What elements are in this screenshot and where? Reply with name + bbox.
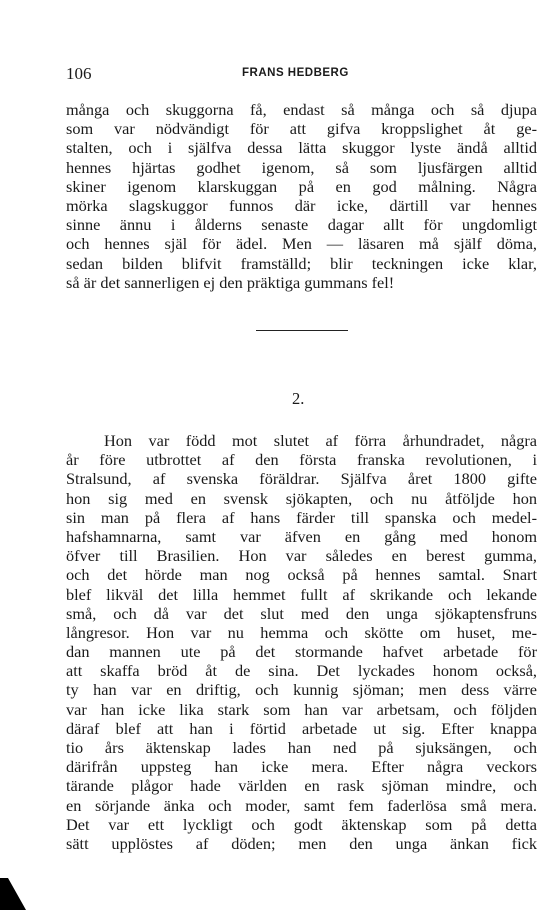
text-line: skiner igenom klarskuggan på en god målning. Några: [66, 176, 537, 196]
text-line: dan mannen ute på det stormande hafvet arbetade för: [66, 642, 537, 662]
section-divider: [256, 330, 348, 331]
text-line: ty han var en driftig, och kunnig sjöman; men dess värre: [66, 680, 537, 700]
text-line: hennes hjärtas godhet igenom, så som ljusfärgen alltid: [66, 157, 537, 177]
text-line: mörka slagskuggor funnos där icke, därtill var hennes: [66, 195, 537, 215]
text-line: som var nödvändigt för att gifva kroppslighet åt ge-: [66, 119, 537, 139]
scan-corner-mark: [0, 878, 26, 910]
text-line: Hon var född mot slutet af förra århundradet, några: [104, 431, 537, 450]
text-line: att skaffa bröd åt de sina. Det lyckades honom också,: [66, 661, 537, 681]
page-number: 106: [66, 64, 92, 83]
text-line: sin man på flera af hans färder till spanska och medel-: [66, 507, 537, 527]
text-line: långresor. Hon var nu hemma och skötte om huset, me-: [66, 622, 537, 642]
text-line: däraf blef att han i förtid arbetade ut sig. Efter knappa: [66, 718, 537, 738]
text-line: och det hörde man nog också på hennes samtal. Snart: [66, 565, 537, 585]
text-line: många och skuggorna få, endast så många och så djupa: [66, 100, 537, 119]
paragraph-section-2: [66, 431, 537, 853]
text-line: hon sig med en svensk sjökapten, och nu åtföljde hon: [66, 488, 537, 508]
text-line: och hennes själ för ädel. Men — läsaren må själf döma,: [66, 234, 537, 254]
text-line: Det var ett lyckligt och godt äktenskap som på detta: [66, 814, 537, 834]
text-line: var han icke lika stark som han var arbetsam, och följden: [66, 699, 537, 719]
paragraph-continued: [66, 100, 537, 292]
text-line: blef likväl det lilla hemmet fullt af skrikande och lekande: [66, 584, 537, 604]
text-line: tärande plågor hade världen en rask sjöman mindre, och: [66, 776, 537, 796]
text-line: så är det sannerligen ej den präktiga gummans fel!: [66, 272, 395, 292]
text-line: små, och då var det slut med den unga sjökaptensfruns: [66, 603, 537, 623]
text-line: hafshamnarna, samt var äfven en gång med honom: [66, 526, 537, 546]
section-number: 2.: [292, 389, 305, 408]
page-header: [66, 64, 540, 84]
text-line: sinne ännu i ålderns senaste dagar allt för ungdomligt: [66, 215, 537, 235]
text-line: därifrån uppsteg han icke mera. Efter några veckors: [66, 757, 537, 777]
text-line: år före utbrottet af den första franska revolutionen, i: [66, 450, 537, 470]
text-line: tio års äktenskap lades han ned på sjuksängen, och: [66, 738, 537, 757]
text-line: en sörjande änka och moder, samt fem faderlösa små mera.: [66, 795, 537, 815]
text-line: sedan bilden blifvit framställd; blir teckningen icke klar,: [66, 253, 537, 273]
text-line: sätt upplöstes af döden; men den unga änkan fick: [66, 833, 537, 853]
text-line: stalten, och i själfva dessa lätta skuggor lyste ändå alltid: [66, 138, 537, 158]
running-head: FRANS HEDBERG: [242, 67, 349, 79]
text-line: Stralsund, af svenska föräldrar. Själfva året 1800 gifte: [66, 469, 537, 489]
text-line: öfver till Brasilien. Hon var således en berest gumma,: [66, 546, 537, 566]
